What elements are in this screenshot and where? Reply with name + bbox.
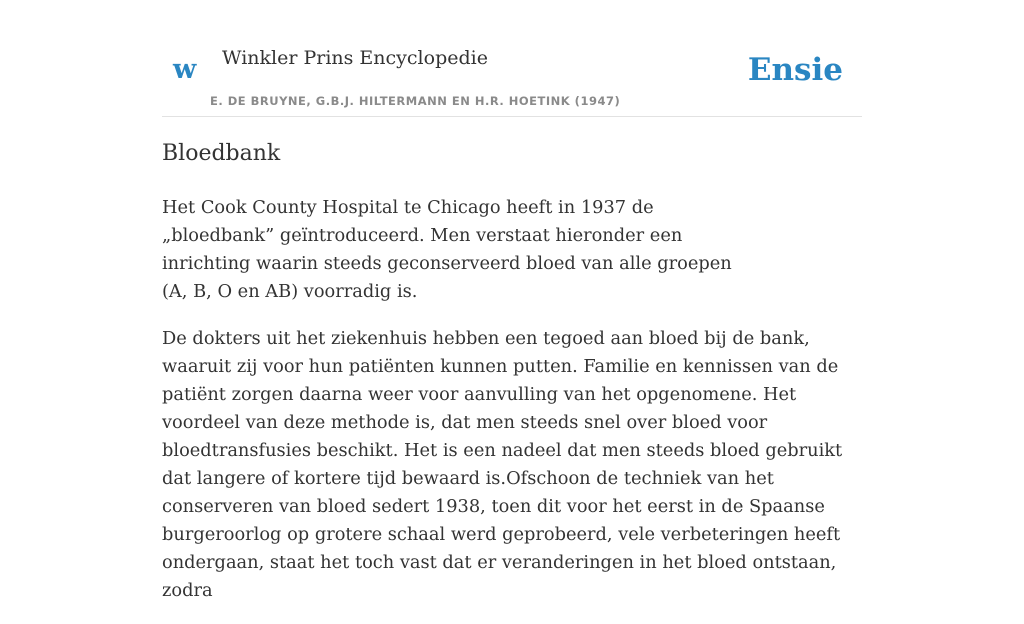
- article-paragraph: De dokters uit het ziekenhuis hebben een tegoed aan bloed bij de bank, waaruit zij voor hun patiënten kunnen putten. Familie en kennissen van de patiënt zorgen daarna weer voor aanvulling van het opgenomene. Het voordeel van deze methode is, dat men steeds snel over bloed voor bloedtransfusies beschikt. Het is een nadeel dat men steeds bloed gebruikt dat langere of kortere tijd bewaard is.Ofschoon de techniek van het conserveren van bloed sedert 1938, toen dit voor het eerst in de Spaanse burgeroorlog op grotere schaal werd geprobeerd, vele verbeteringen heeft ondergaan, staat het toch vast dat er veranderingen in het bloed ontstaan, zodra: [162, 328, 843, 601]
- encyclopedia-authors: E. DE BRUYNE, G.B.J. HILTERMANN EN H.R. HOETINK (1947): [210, 94, 621, 108]
- ensie-brand-logo[interactable]: Ensie: [747, 52, 843, 88]
- winkler-prins-logo[interactable]: w: [173, 54, 197, 85]
- article: [162, 136, 864, 624]
- article-title: Bloedbank: [162, 141, 281, 166]
- article-paragraph: Het Cook County Hospital te Chicago heeft in 1937 de „bloedbank” geïntroduceerd. Men verstaat hieronder een inrichting waarin steeds geconserveerd bloed van alle groepen (A, B, O en AB) voorradig is.: [162, 197, 732, 302]
- site-header: [162, 0, 862, 117]
- encyclopedia-title[interactable]: Winkler Prins Encyclopedie: [222, 47, 488, 69]
